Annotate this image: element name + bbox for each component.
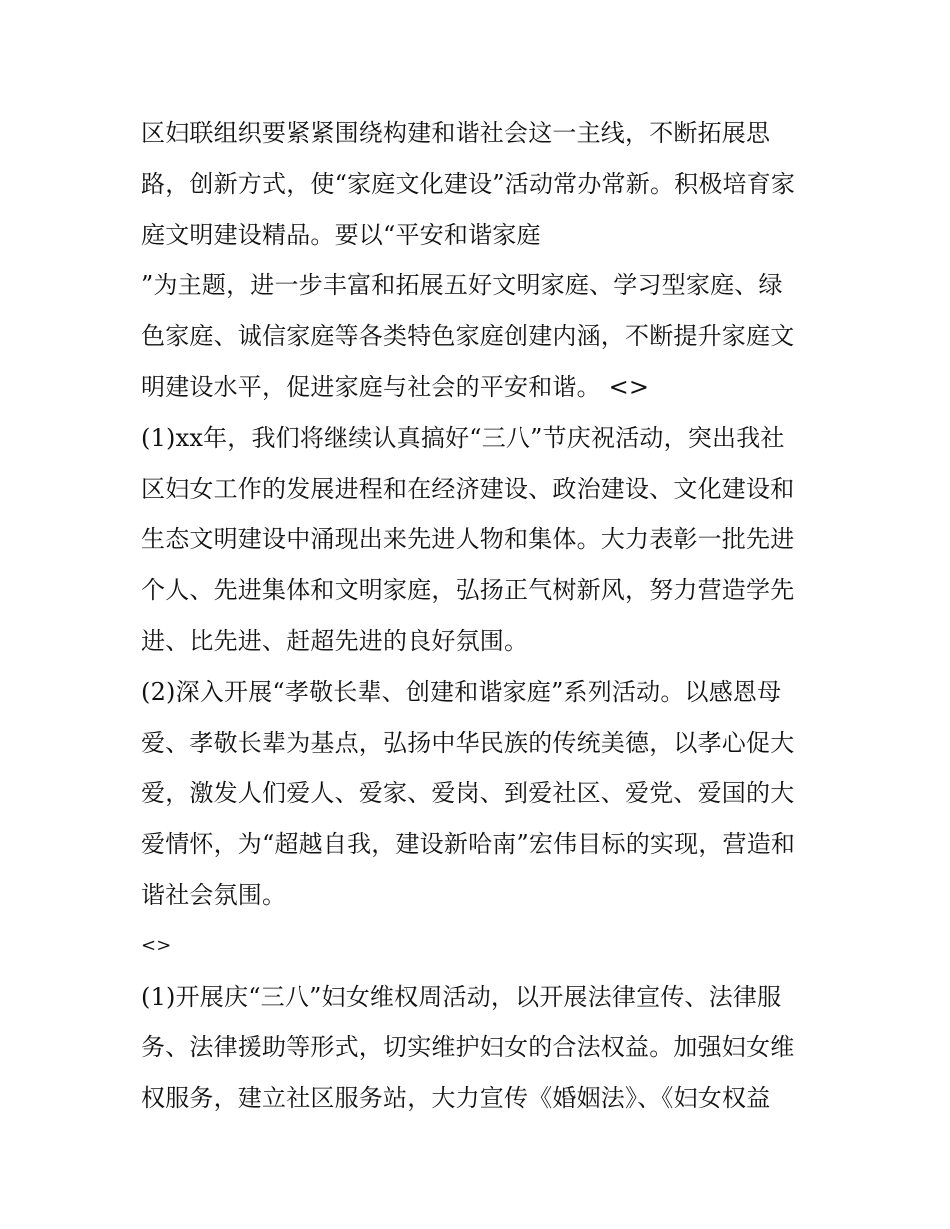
text-line-5: 色家庭、诚信家庭等各类特色家庭创建内涵，不断提升家庭文 [141,322,795,351]
text-line-20: 权服务，建立社区服务站，大力宣传《婚姻法》、《妇女权益 [141,1084,771,1113]
text-line-12: (2)深入开展“孝敬长辈、创建和谐家庭”系列活动。以感恩母 [141,677,782,706]
text-line-9: 生态文明建设中涌现出来先进人物和集体。大力表彰一批先进 [141,525,795,554]
text-line-8: 区妇女工作的发展进程和在经济建设、政治建设、文化建设和 [141,474,795,503]
body-text [141,108,821,1124]
text-line-17: <> [141,934,172,956]
text-line-14: 爱，激发人们爱人、爱家、爱岗、到爱社区、爱党、爱国的大 [141,779,795,808]
text-line-18: (1)开展庆“三八”妇女维权周活动，以开展法律宣传、法律服 [141,982,782,1011]
text-line-13: 爱、孝敬长辈为基点，弘扬中华民族的传统美德，以孝心促大 [141,728,795,757]
text-line-15: 爱情怀，为“超越自我，建设新哈南”宏伟目标的实现，营造和 [141,830,796,859]
text-line-4: ”为主题，进一步丰富和拓展五好文明家庭、学习型家庭、绿 [141,271,783,300]
text-line-1: 区妇联组织要紧紧围绕构建和谐社会这一主线，不断拓展思 [141,119,771,147]
text-line-2: 路，创新方式，使“家庭文化建设”活动常办常新。积极培育家 [141,169,796,198]
text-line-10: 个人、先进集体和文明家庭，弘扬正气树新风，努力营造学先 [141,576,795,605]
text-line-6: 明建设水平，促进家庭与社会的平安和谐。 <> [141,372,650,401]
text-line-19: 务、法律援助等形式，切实维护妇女的合法权益。加强妇女维 [141,1033,795,1062]
text-line-16: 谐社会氛围。 [141,880,287,909]
text-line-7: (1)xx年，我们将继续认真搞好“三八”节庆祝活动，突出我社 [141,423,785,452]
text-line-3: 庭文明建设精品。要以“平安和谐家庭 [141,220,541,249]
text-line-11: 进、比先进、赶超先进的良好氛围。 [141,626,529,655]
